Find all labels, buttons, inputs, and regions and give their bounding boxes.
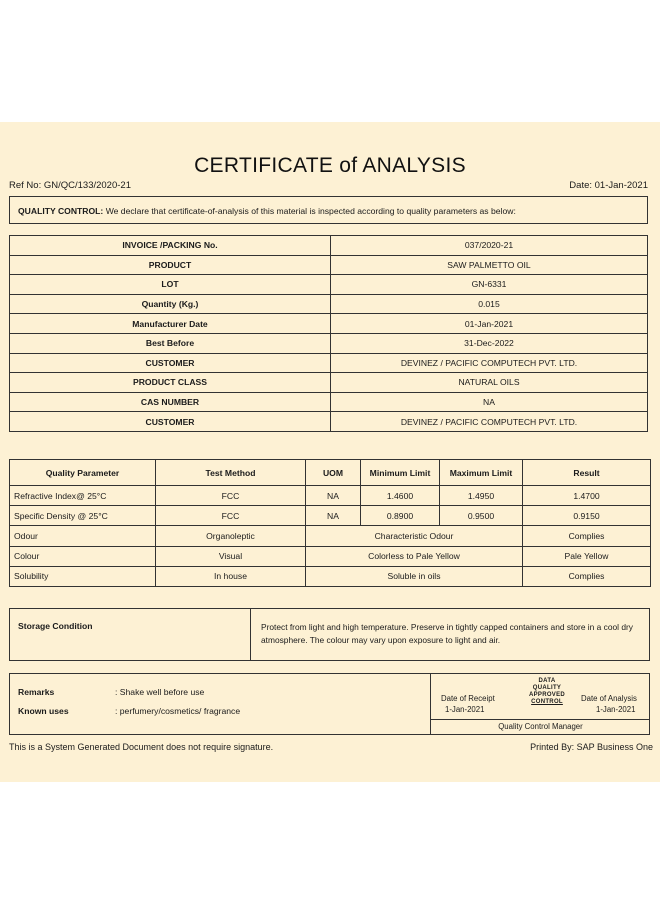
detail-value: 31-Dec-2022 — [331, 333, 648, 353]
quality-control-signoff — [430, 674, 650, 735]
parameter-test-method: FCC — [156, 486, 306, 506]
parameter-row — [10, 486, 651, 506]
header-maximum-limit: Maximum Limit — [440, 460, 523, 486]
detail-key: CAS NUMBER — [10, 392, 331, 412]
parameter-test-method: In house — [156, 566, 306, 586]
parameter-test-method: Visual — [156, 546, 306, 566]
parameter-name: Refractive Index@ 25°C — [10, 486, 156, 506]
detail-value: SAW PALMETTO OIL — [331, 255, 648, 275]
reference-number: Ref No: GN/QC/133/2020-21 — [9, 180, 131, 191]
receipt-date: 1-Jan-2021 — [445, 705, 485, 714]
parameter-specification: Colorless to Pale Yellow — [306, 546, 523, 566]
remarks-box — [9, 673, 650, 735]
detail-value: DEVINEZ / PACIFIC COMPUTECH PVT. LTD. — [331, 353, 648, 373]
detail-value: DEVINEZ / PACIFIC COMPUTECH PVT. LTD. — [331, 412, 648, 432]
detail-row — [10, 314, 648, 334]
known-uses-value: : perfumery/cosmetics/ fragrance — [115, 706, 241, 716]
storage-condition-box — [9, 608, 650, 661]
known-uses-label: Known uses — [18, 706, 69, 716]
parameter-maximum: 1.4950 — [440, 486, 523, 506]
quality-control-statement — [9, 196, 648, 224]
detail-key: CUSTOMER — [10, 353, 331, 373]
detail-row — [10, 392, 648, 412]
detail-key: PRODUCT — [10, 255, 331, 275]
parameter-result: Complies — [523, 566, 651, 586]
stamp-line-3: APPROVED — [528, 692, 566, 698]
parameter-name: Colour — [10, 546, 156, 566]
header-test-method: Test Method — [156, 460, 306, 486]
detail-value: GN-6331 — [331, 275, 648, 295]
detail-row — [10, 333, 648, 353]
parameter-uom: NA — [306, 486, 361, 506]
detail-key: Quantity (Kg.) — [10, 294, 331, 314]
detail-key: Manufacturer Date — [10, 314, 331, 334]
analysis-date-label: Date of Analysis — [581, 694, 637, 703]
detail-row — [10, 275, 648, 295]
parameter-minimum: 0.8900 — [361, 506, 440, 526]
detail-row — [10, 353, 648, 373]
analysis-date: 1-Jan-2021 — [596, 705, 636, 714]
document-title: CERTIFICATE of ANALYSIS — [194, 154, 466, 177]
receipt-date-label: Date of Receipt — [441, 694, 495, 703]
quality-approved-stamp — [526, 678, 568, 706]
parameter-result: Complies — [523, 526, 651, 546]
remarks-label: Remarks — [18, 687, 55, 697]
storage-condition-label: Storage Condition — [10, 609, 251, 660]
product-details-table — [9, 235, 648, 432]
parameter-row — [10, 506, 651, 526]
detail-key: Best Before — [10, 333, 331, 353]
detail-row — [10, 236, 648, 256]
detail-row — [10, 373, 648, 393]
header-quality-parameter: Quality Parameter — [10, 460, 156, 486]
stamp-line-1: DATA — [538, 678, 556, 684]
quality-control-label: QUALITY CONTROL: — [18, 206, 104, 216]
detail-row — [10, 255, 648, 275]
detail-value: 01-Jan-2021 — [331, 314, 648, 334]
certificate-sheet — [0, 122, 660, 782]
parameter-name: Odour — [10, 526, 156, 546]
parameter-specification: Soluble in oils — [306, 566, 523, 586]
stamp-line-2: QUALITY — [532, 685, 562, 691]
detail-value: NA — [331, 392, 648, 412]
parameter-row — [10, 546, 651, 566]
detail-value: 0.015 — [331, 294, 648, 314]
parameters-header-row — [10, 460, 651, 486]
header-minimum-limit: Minimum Limit — [361, 460, 440, 486]
quality-control-text: We declare that certificate-of-analysis of this material is inspected according to quality parameters as below: — [105, 206, 516, 216]
parameter-row — [10, 566, 651, 586]
document-date: Date: 01-Jan-2021 — [569, 180, 648, 191]
quality-parameters-table — [9, 459, 651, 587]
detail-row — [10, 412, 648, 432]
parameter-test-method: FCC — [156, 506, 306, 526]
remarks-value: : Shake well before use — [115, 687, 205, 697]
parameter-name: Solubility — [10, 566, 156, 586]
detail-key: LOT — [10, 275, 331, 295]
detail-key: INVOICE /PACKING No. — [10, 236, 331, 256]
detail-key: CUSTOMER — [10, 412, 331, 432]
storage-condition-text: Protect from light and high temperature. Preserve in tightly capped containers and store in a cool dry atmosphere. The colour may vary upon exposure to light and air. — [261, 622, 633, 645]
header-uom: UOM — [306, 460, 361, 486]
parameter-minimum: 1.4600 — [361, 486, 440, 506]
parameter-result: 1.4700 — [523, 486, 651, 506]
parameter-uom: NA — [306, 506, 361, 526]
detail-value: 037/2020-21 — [331, 236, 648, 256]
detail-row — [10, 294, 648, 314]
parameter-name: Specific Density @ 25°C — [10, 506, 156, 526]
signature-line — [431, 719, 650, 720]
signatory-title: Quality Control Manager — [498, 722, 583, 731]
stamp-line-4: CONTROL — [531, 699, 563, 705]
parameter-result: 0.9150 — [523, 506, 651, 526]
header-result: Result — [523, 460, 651, 486]
detail-key: PRODUCT CLASS — [10, 373, 331, 393]
parameter-test-method: Organoleptic — [156, 526, 306, 546]
detail-value: NATURAL OILS — [331, 373, 648, 393]
footer-system-note: This is a System Generated Document does not require signature. — [9, 742, 274, 752]
parameter-maximum: 0.9500 — [440, 506, 523, 526]
footer-printed-by: Printed By: SAP Business One — [530, 742, 653, 752]
parameter-result: Pale Yellow — [523, 546, 651, 566]
parameter-specification: Characteristic Odour — [306, 526, 523, 546]
parameter-row — [10, 526, 651, 546]
